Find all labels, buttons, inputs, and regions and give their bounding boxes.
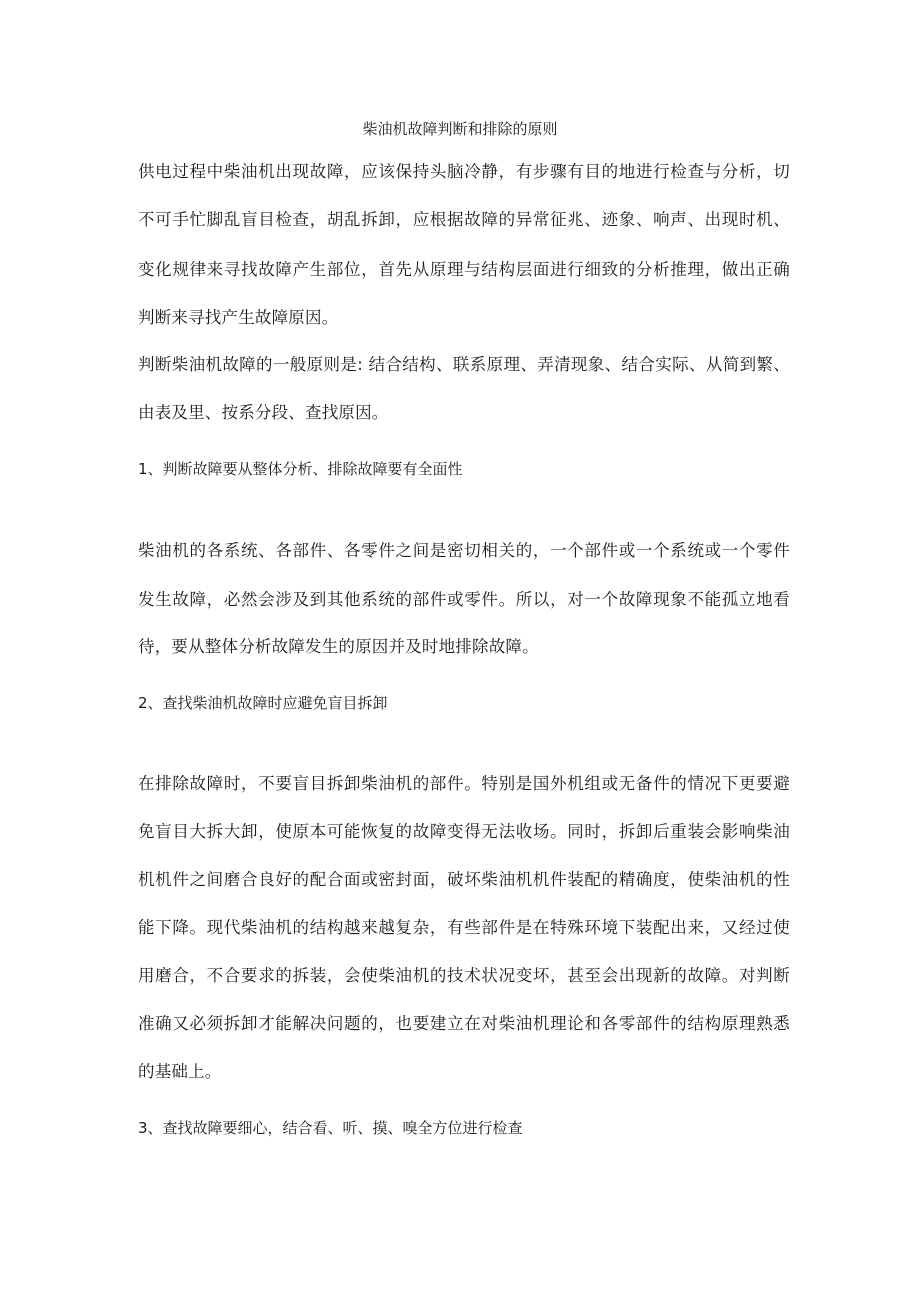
section-1-line-3: 待，要从整体分析故障发生的原因并及时地排除故障。	[138, 637, 539, 656]
section-2-line-4: 能下降。现代柴油机的结构越来越复杂，有些部件是在特殊环境下装配出来，又经过使	[138, 918, 790, 937]
section-2-line-6: 准确又必须拆卸才能解决问题的，也要建立在对柴油机理论和各零部件的结构原理熟悉	[138, 1014, 790, 1033]
section-2-line-5: 用磨合，不合要求的拆装，会使柴油机的技术状况变坏，甚至会出现新的故障。对判断	[138, 966, 790, 985]
section-2-line-2: 免盲目大拆大卸，使原本可能恢复的故障变得无法收场。同时，拆卸后重装会影响柴油	[138, 822, 790, 841]
section-2-line-7: 的基础上。	[138, 1062, 222, 1081]
section-2-line-1: 在排除故障时，不要盲目拆卸柴油机的部件。特别是国外机组或无备件的情况下更要避	[138, 774, 790, 793]
intro-line-4: 判断来寻找产生故障原因。	[138, 308, 339, 327]
section-2-line-3: 机机件之间磨合良好的配合面或密封面，破坏柴油机机件装配的精确度，使柴油机的性	[138, 870, 790, 889]
intro-line-2: 不可手忙脚乱盲目检查，胡乱拆卸，应根据故障的异常征兆、迹象、响声、出现时机、	[138, 210, 790, 229]
intro-line-3: 变化规律来寻找故障产生部位，首先从原理与结构层面进行细致的分析推理，做出正确	[138, 260, 790, 279]
intro-line-1: 供电过程中柴油机出现故障，应该保持头脑冷静，有步骤有目的地进行检查与分析，切	[138, 162, 790, 181]
section-1-line-2: 发生故障，必然会涉及到其他系统的部件或零件。所以，对一个故障现象不能孤立地看	[138, 590, 790, 609]
section-1-heading: 1、判断故障要从整体分析、排除故障要有全面性	[138, 460, 463, 478]
section-3-heading: 3、查找故障要细心，结合看、听、摸、嗅全方位进行检查	[138, 1119, 523, 1137]
document-title: 柴油机故障判断和排除的原则	[362, 120, 558, 138]
principles-line-1: 判断柴油机故障的一般原则是: 结合结构、联系原理、弄清现象、结合实际、从简到繁、	[138, 355, 790, 374]
principles-line-2: 由表及里、按系分段、查找原因。	[138, 403, 389, 422]
section-1-line-1: 柴油机的各系统、各部件、各零件之间是密切相关的，一个部件或一个系统或一个零件	[138, 541, 790, 560]
section-2-heading: 2、查找柴油机故障时应避免盲目拆卸	[138, 694, 388, 712]
